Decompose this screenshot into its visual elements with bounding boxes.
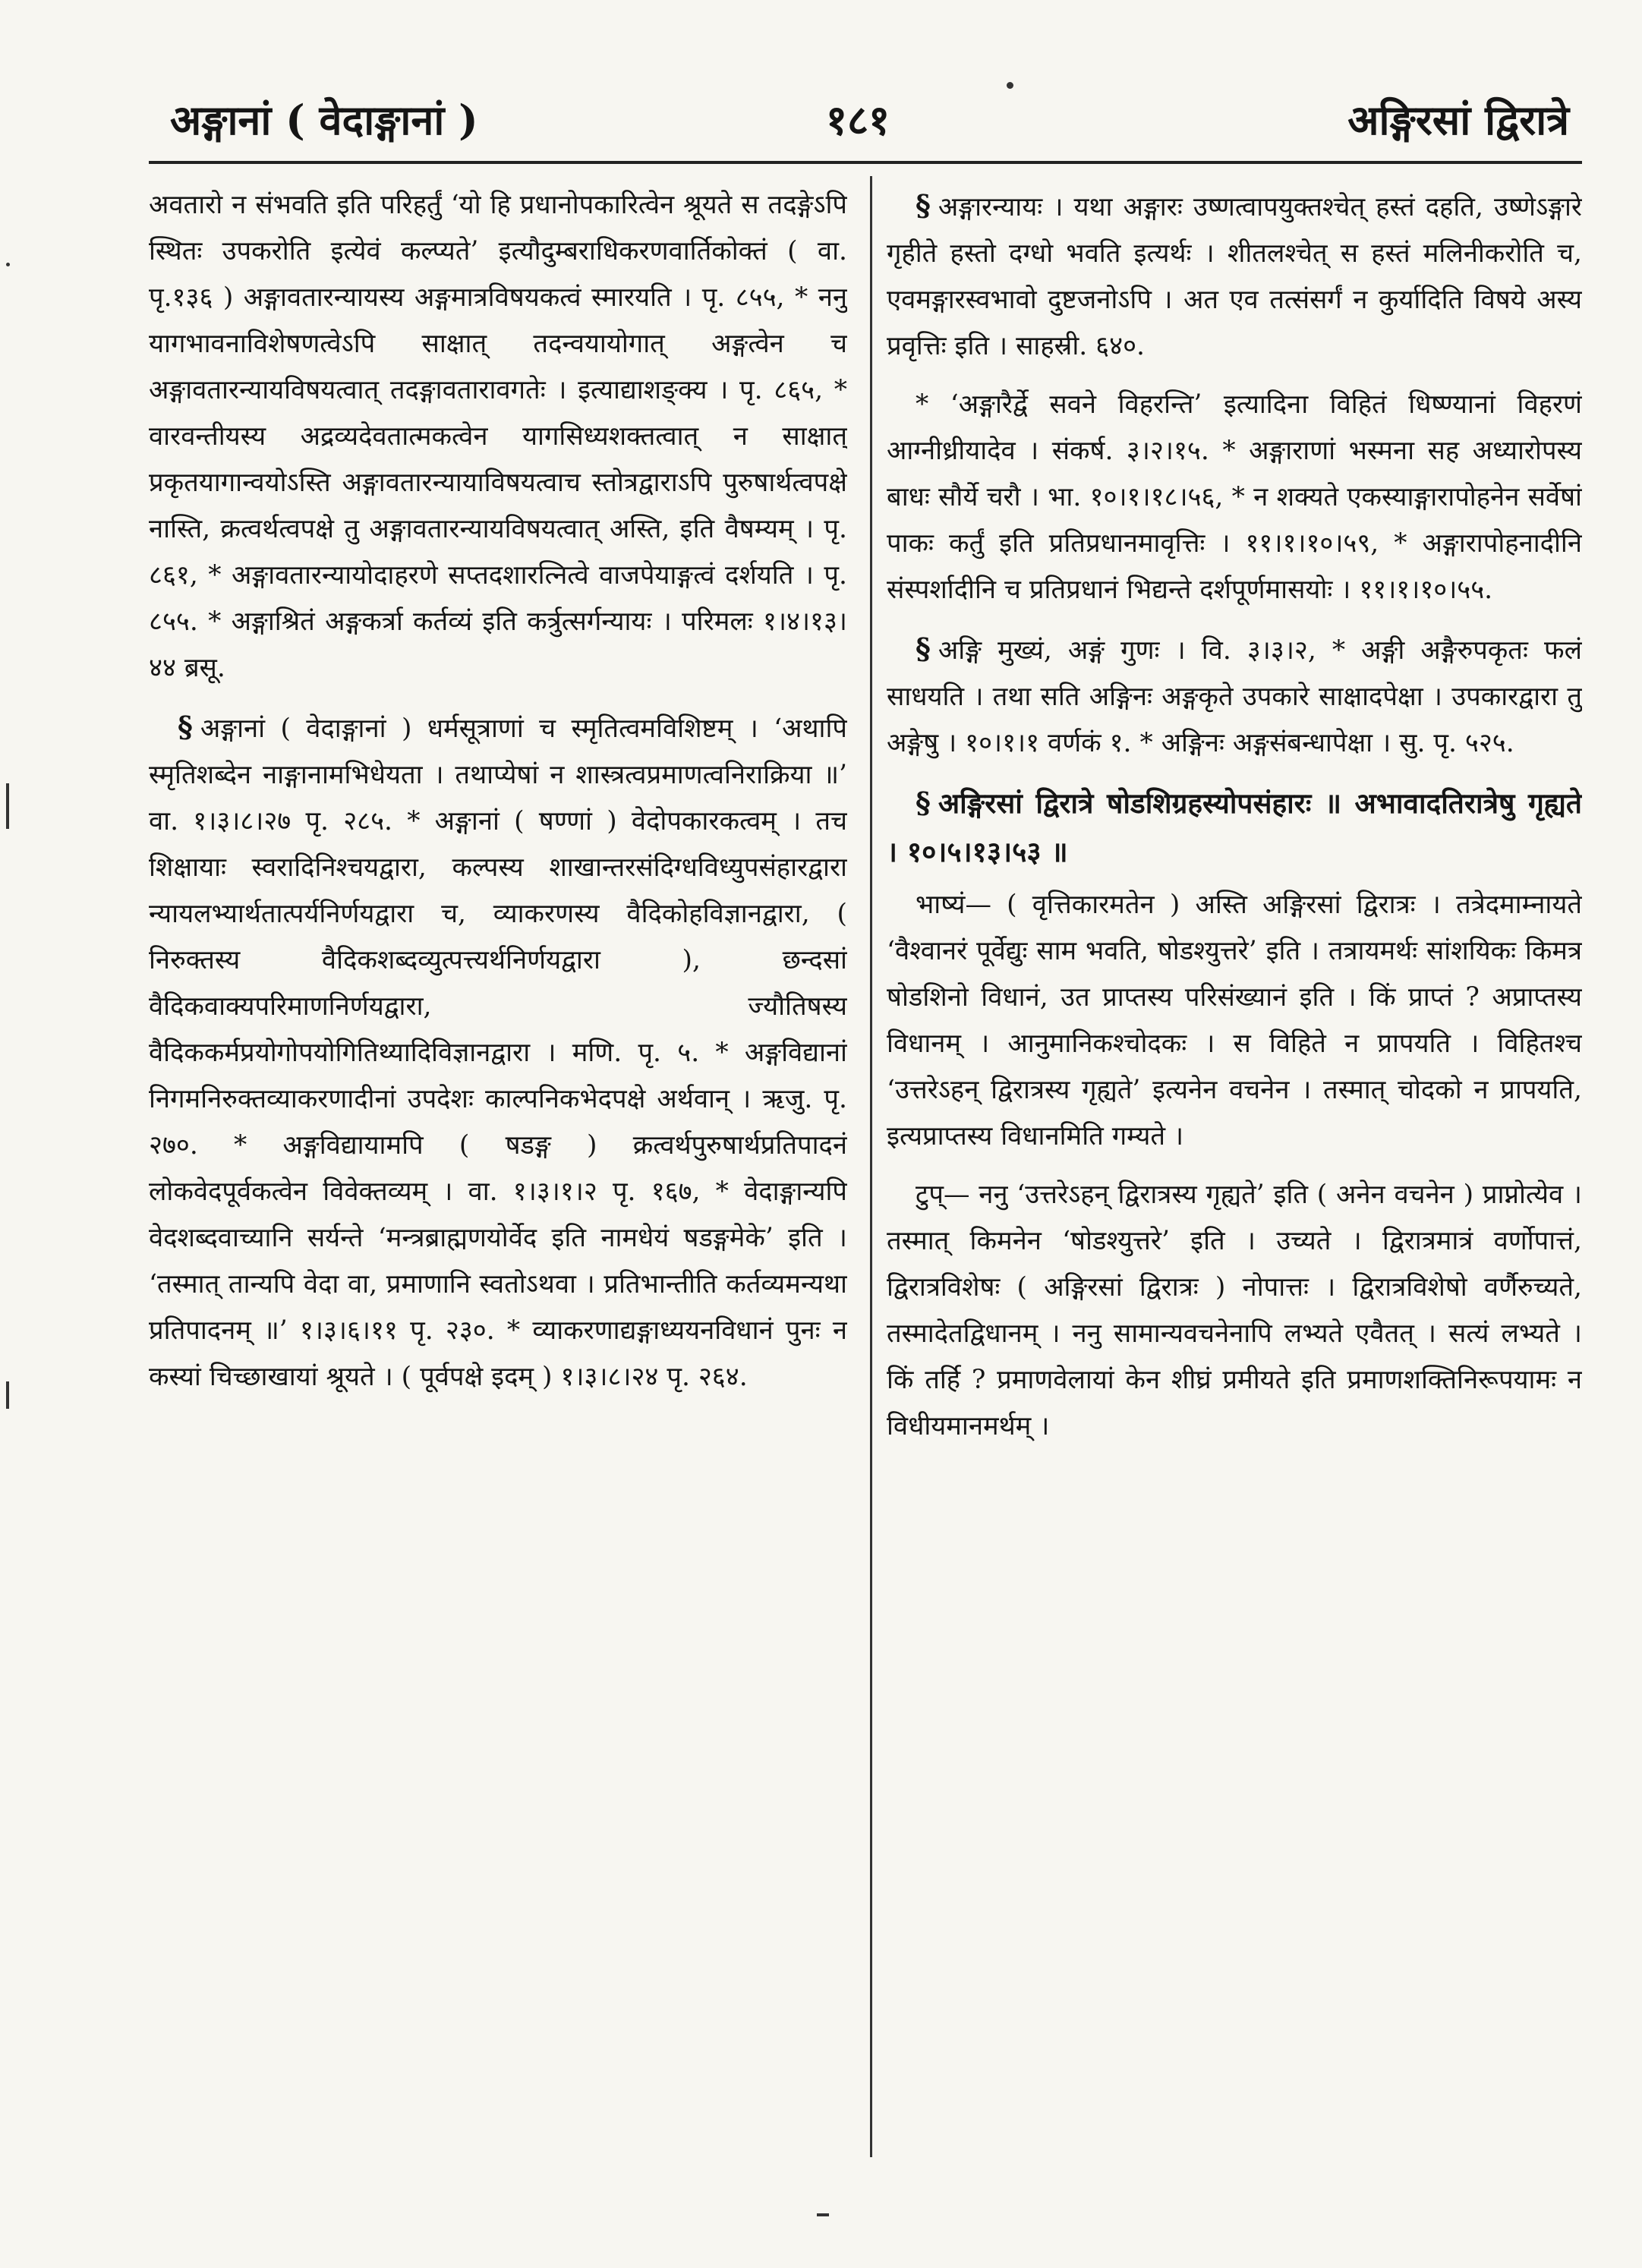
print-speck <box>1007 82 1013 89</box>
entry-paragraph: अवतारो न संभवति इति परिहर्तुं ‘यो हि प्रधानोपकारित्वेन श्रूयते स तदङ्गेऽपि स्थितः उपकरोति इत्येवं कल्प्यते’ इत्यौदुम्बराधिकरणवार्तिकोक्तं ( वा. पृ.१३६ ) अङ्गावतारन्यायस्य अङ्गमात्रविषयकत्वं स्मारयति । पृ. ८५५, * ननु यागभावनाविशेषणत्वेऽपि साक्षात् तदन्वयायोगात् अङ्गत्वेन च अङ्गावतारन्यायविषयत्वात् तदङ्गावतारावगतेः । इत्याद्याशङ्क्य । पृ. ८६५, * वारवन्तीयस्य अद्रव्यदेवतात्मकत्वेन यागसिध्यशक्तत्वात् न साक्षात् प्रकृतयागान्वयोऽस्ति अङ्गावतारन्यायाविषयत्वाच स्तोत्रद्वाराऽपि पुरुषार्थत्वपक्षे नास्ति, क्रत्वर्थत्वपक्षे तु अङ्गावतारन्यायविषयत्वात् अस्ति, इति वैषम्यम् । पृ. ८६१, * अङ्गावतारन्यायोदाहरणे सप्तदशारत्नित्वे वाजपेयाङ्गत्वं दर्शयति । पृ. ८५५. * अङ्गाश्रितं अङ्गकर्त्रा कर्तव्यं इति कर्त्रुत्सर्गन्यायः । परिमलः १।४।१३।४४ ब्रसू. <box>149 190 847 683</box>
section-title: अङ्गिरसां द्विरात्रे षोडशिग्रहस्योपसंहारः ॥ अभावादतिरात्रेषु गृह्यते । १०।५।१३।५३ ॥ <box>887 786 1582 868</box>
page-number: १८१ <box>825 96 890 144</box>
right-column <box>887 182 1582 2125</box>
tuptika-paragraph: टुप्— ननु ‘उत्तरेऽहन् द्विरात्रस्य गृह्यते’ इति ( अनेन वचनेन ) प्राप्नोत्येव । तस्मात् किमनेन ‘षोडश्युत्तरे’ इति । उच्यते । द्विरात्रमात्रं वर्णोपात्तं, द्विरात्रविशेषः ( अङ्गिरसां द्विरात्रः ) नोपात्तः । द्विरात्रविशेषो वर्णैरुच्यते, तस्मादेतद्विधानम् । ननु सामान्यवचनेनापि लभ्यते एवैतत् । सत्यं लभ्यते । किं तर्हि ? प्रमाणवेलायां केन शीघ्रं प्रमीयते इति प्रमाणशक्तिनिरूपयामः न विधीयमानमर्थम् । <box>887 1180 1582 1441</box>
margin-scan-mark <box>6 1381 9 1409</box>
margin-scan-mark <box>6 783 9 829</box>
footer-dash <box>817 2213 829 2216</box>
column-divider <box>870 176 872 2157</box>
entry-marker-icon: § <box>178 710 193 744</box>
entry-marker-icon: § <box>916 188 931 222</box>
header-rule <box>149 161 1582 164</box>
bhashya-paragraph: भाष्यं— ( वृत्तिकारमतेन ) अस्ति अङ्गिरसां द्विरात्रः । तत्रेदमाम्नायते ‘वैश्वानरं पूर्वेद्युः साम भवति, षोडश्युत्तरे’ इति । तत्रायमर्थः सांशयिकः किमत्र षोडशिनो विधानं, उत प्राप्तस्य परिसंख्यानं इति । किं प्राप्तं ? अप्राप्तस्य विधानम् । आनुमानिकश्चोदकः । स विहिते न प्रापयति । विहितश्च ‘उत्तरेऽहन् द्विरात्रस्य गृह्यते’ इत्यनेन वचनेन । तस्मात् चोदको न प्रापयति, इत्यप्राप्तस्य विधानमिति गम्यते । <box>887 890 1582 1151</box>
running-head-right: अङ्गिरसां द्विरात्रे <box>1347 96 1569 144</box>
entry-text: अङ्गारन्यायः । यथा अङ्गारः उष्णत्वापयुक्तश्चेत् हस्तं दहति, उष्णेऽङ्गारे गृहीते हस्तो दग्धो भवति इत्यर्थः । शीतलश्चेत् स हस्तं मलिनीकरोति च, एवमङ्गारस्वभावो दुष्टजनोऽपि । अत एव तत्संसर्गं न कुर्यादिति विषये अस्य प्रवृत्तिः इति । साहस्री. ६४०. <box>887 192 1582 361</box>
margin-scan-mark <box>6 263 10 266</box>
left-column <box>149 182 847 2125</box>
entry-paragraph <box>887 182 1582 370</box>
entry-text: अङ्गानां ( वेदाङ्गानां ) धर्मसूत्राणां च स्मृतित्वमविशिष्टम् । ‘अथापि स्मृतिशब्देन नाङ्गानामभिधेयता । तथाप्येषां न शास्त्रत्वप्रमाणत्वनिराक्रिया ॥’ वा. १।३।८।२७ पृ. २८५. * अङ्गानां ( षण्णां ) वेदोपकारकत्वम् । तच शिक्षायाः स्वरादिनिश्चयद्वारा, कल्पस्य शाखान्तरसंदिग्धविध्युपसंहारद्वारा न्यायलभ्यार्थतात्पर्यनिर्णयद्वारा च, व्याकरणस्य वैदिकोहविज्ञानद्वारा, ( निरुक्तस्य वैदिकशब्दव्युत्पत्त्यर्थनिर्णयद्वारा ), छन्दसां वैदिकवाक्यपरिमाणनिर्णयद्वारा, ज्यौतिषस्य वैदिककर्मप्रयोगोपयोगितिथ्यादिविज्ञानद्वारा । मणि. पृ. ५. * अङ्गविद्यानां निगमनिरुक्तव्याकरणादीनां उपदेशः काल्पनिकभेदपक्षे अर्थवान् । ऋजु. पृ. २७०. * अङ्गविद्यायामपि ( षडङ्ग ) क्रत्वर्थपुरुषार्थप्रतिपादनं लोकवेदपूर्वकत्वेन विवेक्तव्यम् । वा. १।३।१।२ पृ. १६७, * वेदाङ्गान्यपि वेदशब्दवाच्यानि सर्यन्ते ‘मन्त्रब्राह्मणयोर्वेद इति नामधेयं षडङ्गमेके’ इति । ‘तस्मात् तान्यपि वेदा वा, प्रमाणानि स्वतोऽथवा । प्रतिभान्तीति कर्तव्यमन्यथा प्रतिपादनम् ॥’ १।३।६।११ पृ. २३०. * व्याकरणाद्यङ्गाध्ययनविधानं पुनः न कस्यां चिच्छाखायां श्रूयते । ( पूर्वपक्षे इदम् ) १।३।८।२४ पृ. २६४. <box>149 713 847 1392</box>
entry-paragraph: * ‘अङ्गारैर्द्वे सवने विहरन्ति’ इत्यादिना विहितं धिष्ण्यानां विहरणं आग्नीध्रीयादेव । संकर्ष. ३।२।१५. * अङ्गाराणां भस्मना सह अध्यारोपस्य बाधः सौर्ये चरौ । भा. १०।१।१८।५६, * न शक्यते एकस्याङ्गारापोहनेन सर्वेषां पाकः कर्तुं इति प्रतिप्रधानमावृत्तिः । ११।१।१०।५९, * अङ्गारापोहनादीनि संस्पर्शादीनि च प्रतिप्रधानं भिद्यन्ते दर्शपूर्णमासयोः । ११।१।१०।५५. <box>887 389 1582 605</box>
entry-paragraph <box>887 625 1582 767</box>
entry-marker-icon: § <box>916 632 931 666</box>
entry-paragraph <box>149 704 847 1400</box>
entry-marker-icon: § <box>916 786 931 820</box>
section-heading <box>887 779 1582 876</box>
entry-text: अङ्गि मुख्यं, अङ्गं गुणः । वि. ३।३।२, * अङ्गी अङ्गैरुपकृतः फलं साधयति । तथा सति अङ्गिनः अङ्गकृते उपकारे साक्षादपेक्षा । उपकारद्वारा तु अङ्गेषु । १०।१।१ वर्णकं १. * अङ्गिनः अङ्गसंबन्धापेक्षा । सु. पृ. ५२५. <box>887 635 1582 758</box>
running-head-left: अङ्गानां ( वेदाङ्गानां ) <box>170 96 478 144</box>
